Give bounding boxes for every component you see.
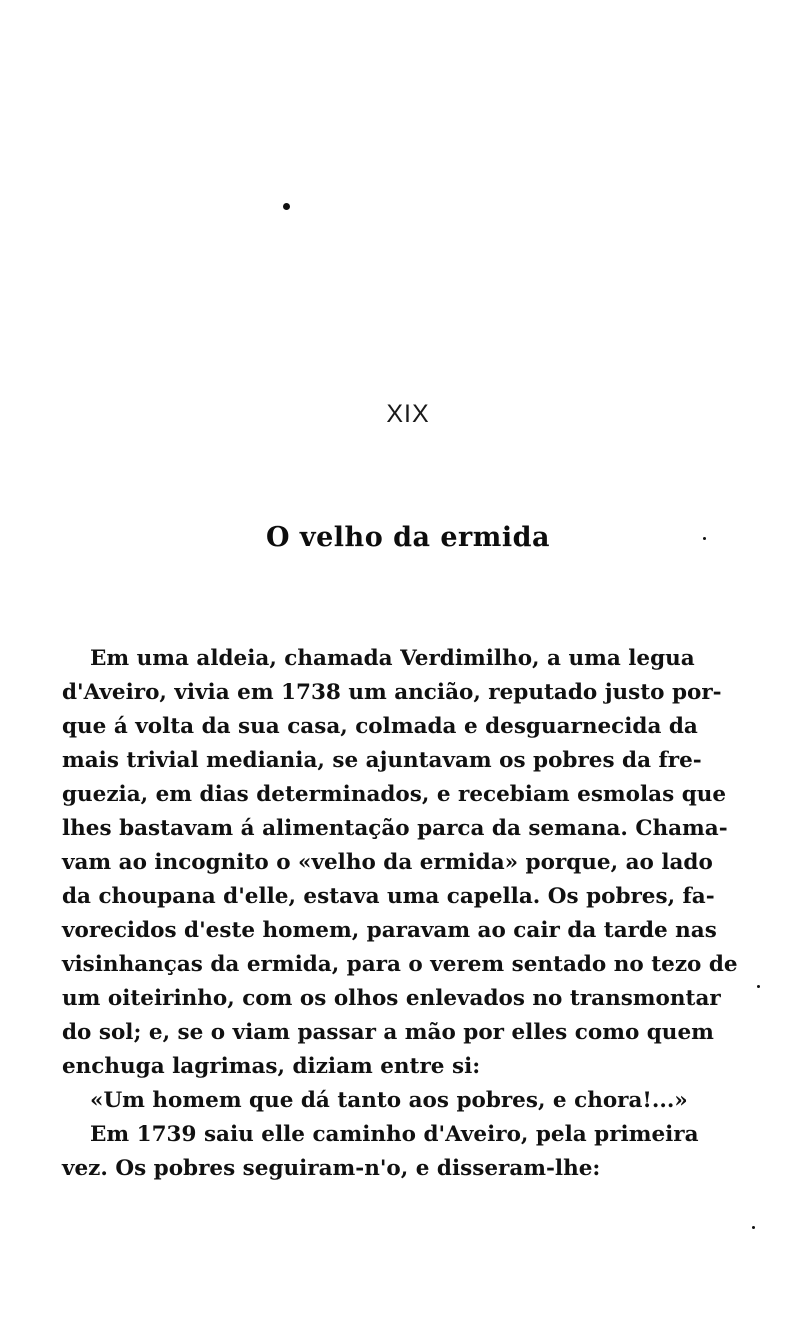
text-line: d'Aveiro, vivia em 1738 um ancião, reputado justo por-: [62, 680, 722, 705]
text-line: um oiteirinho, com os olhos enlevados no transmontar: [62, 986, 721, 1011]
chapter-number: XIX: [386, 400, 430, 428]
text-line: que á volta da sua casa, colmada e desguarnecida da: [62, 714, 698, 739]
text-line: Em uma aldeia, chamada Verdimilho, a uma legua: [90, 646, 695, 671]
chapter-body: [62, 642, 738, 1186]
text-line: mais trivial mediania, se ajuntavam os pobres da fre-: [62, 748, 702, 773]
text-line: lhes bastavam á alimentação parca da semana. Chama-: [62, 816, 728, 841]
scan-speck: [752, 1226, 755, 1229]
text-line: vez. Os pobres seguiram-n'o, e disseram-lhe:: [62, 1156, 601, 1181]
text-line: vorecidos d'este homem, paravam ao cair da tarde nas: [62, 918, 717, 943]
text-line: da choupana d'elle, estava uma capella. Os pobres, fa-: [62, 884, 715, 909]
text-line: visinhanças da ermida, para o verem sentado no tezo de: [62, 952, 738, 977]
text-line: Em 1739 saiu elle caminho d'Aveiro, pela primeira: [90, 1122, 699, 1147]
scan-speck: [283, 203, 290, 210]
text-line: «Um homem que dá tanto aos pobres, e chora!...»: [90, 1088, 688, 1113]
chapter-title: O velho da ermida: [266, 522, 550, 553]
text-line: vam ao incognito o «velho da ermida» porque, ao lado: [62, 850, 713, 875]
text-line: do sol; e, se o viam passar a mão por elles como quem: [62, 1020, 714, 1045]
scan-speck: [757, 985, 760, 988]
text-line: guezia, em dias determinados, e recebiam esmolas que: [62, 782, 727, 807]
text-line: enchuga lagrimas, diziam entre si:: [62, 1054, 481, 1079]
